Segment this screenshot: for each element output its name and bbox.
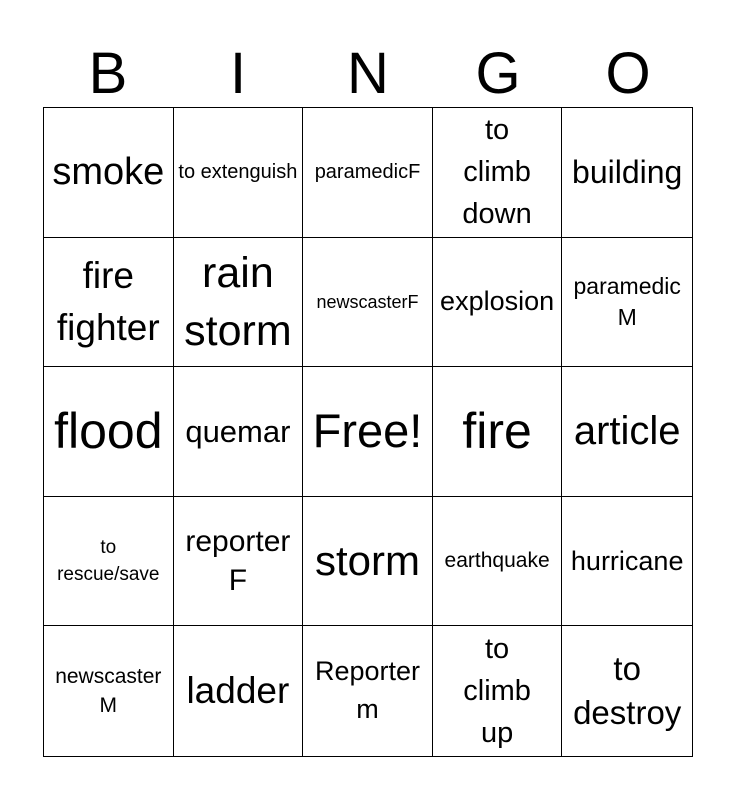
bingo-cell[interactable]: [303, 497, 433, 627]
cell-label: to rescue/save: [57, 536, 160, 586]
cell-label: smoke: [52, 150, 165, 193]
bingo-cell[interactable]: [174, 497, 304, 627]
bingo-cell[interactable]: [174, 626, 304, 756]
cell-label: paramedic M: [573, 272, 681, 330]
bingo-cell[interactable]: [562, 626, 692, 756]
cell-label: to climb up: [463, 633, 531, 750]
cell-label: earthquake: [444, 549, 550, 573]
cell-label: to climb down: [462, 114, 532, 231]
cell-label: explosion: [440, 286, 555, 317]
bingo-header: [43, 40, 693, 108]
bingo-cell[interactable]: [562, 108, 692, 238]
cell-label: to destroy: [573, 649, 682, 732]
bingo-cell[interactable]: [174, 108, 304, 238]
cell-label: fire fighter: [56, 255, 160, 348]
bingo-cell[interactable]: [44, 497, 174, 627]
free-space-cell[interactable]: [303, 367, 433, 497]
bingo-cell[interactable]: [44, 626, 174, 756]
bingo-cell[interactable]: [562, 367, 692, 497]
bingo-cell[interactable]: [303, 108, 433, 238]
bingo-cell[interactable]: [44, 367, 174, 497]
bingo-cell[interactable]: [303, 626, 433, 756]
header-letter-i: I: [229, 41, 247, 106]
header-letter-g: G: [475, 41, 521, 106]
bingo-board: [43, 107, 693, 757]
header-letter-n: N: [347, 41, 389, 106]
cell-label: article: [573, 409, 681, 454]
header-letter-o: O: [605, 41, 651, 106]
bingo-cell[interactable]: [433, 108, 563, 238]
cell-label: reporter F: [185, 525, 291, 598]
bingo-cell[interactable]: [44, 108, 174, 238]
bingo-cell[interactable]: [433, 626, 563, 756]
bingo-cell[interactable]: [433, 497, 563, 627]
free-space-label: Free!: [312, 404, 423, 458]
cell-label: rain storm: [184, 248, 292, 355]
cell-label: newscaster M: [55, 664, 162, 718]
cell-label: Reporter m: [314, 656, 421, 725]
cell-label: quemar: [185, 413, 291, 449]
bingo-cell[interactable]: [174, 238, 304, 368]
bingo-cell[interactable]: [174, 367, 304, 497]
cell-label: ladder: [186, 669, 290, 711]
header-letter-b: B: [88, 41, 128, 106]
cell-label: newscasterF: [316, 291, 419, 312]
bingo-cell[interactable]: [433, 367, 563, 497]
bingo-cell[interactable]: [44, 238, 174, 368]
bingo-cell[interactable]: [562, 238, 692, 368]
cell-label: flood: [54, 402, 163, 459]
cell-label: hurricane: [570, 545, 684, 576]
cell-label: building: [572, 153, 683, 190]
cell-label: storm: [314, 536, 420, 584]
cell-label: to extenguish: [178, 160, 298, 183]
bingo-cell[interactable]: [562, 497, 692, 627]
cell-label: fire: [462, 402, 532, 459]
cell-label: paramedicF: [314, 160, 421, 183]
bingo-cell[interactable]: [433, 238, 563, 368]
bingo-cell[interactable]: [303, 238, 433, 368]
